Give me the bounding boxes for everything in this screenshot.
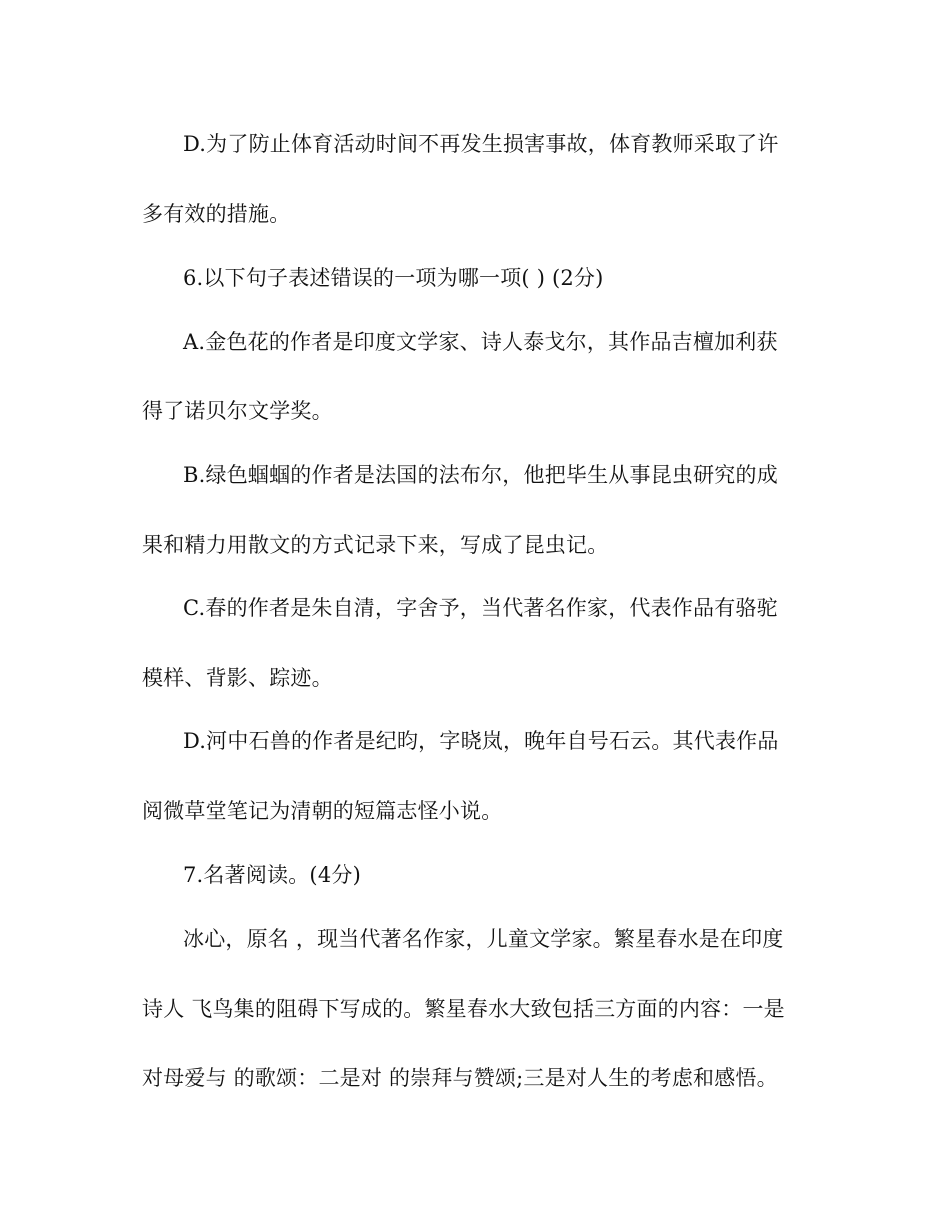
q6-option-c-line-2: 模样、背影、踪迹。 bbox=[142, 666, 333, 690]
q6-option-c-line-1: C.春的作者是朱自清，字舍予，当代著名作家，代表作品有骆驼 bbox=[183, 596, 778, 620]
q6-option-a-line-2: 得了诺贝尔文学奖。 bbox=[142, 399, 333, 423]
q7-passage-line-1: 冰心，原名 ，现当代著名作家，儿童文学家。繁星春水是在印度 bbox=[183, 927, 784, 951]
question-6-heading: 6.以下句子表述错误的一项为哪一项( ) (2分) bbox=[183, 266, 604, 290]
q6-option-b-line-2: 果和精力用散文的方式记录下来，写成了昆虫记。 bbox=[142, 533, 609, 557]
q6-option-d-line-2: 阅微草堂笔记为清朝的短篇志怪小说。 bbox=[142, 799, 503, 823]
q7-passage-line-3: 对母爱与 的歌颂：二是对 的崇拜与赞颂;三是对人生的考虑和感悟。 bbox=[142, 1066, 778, 1090]
q7-passage-line-2: 诗人 飞鸟集的阻碍下写成的。繁星春水大致包括三方面的内容：一是 bbox=[142, 997, 785, 1021]
question-7-heading: 7.名著阅读。(4分) bbox=[183, 863, 361, 887]
q6-option-b-line-1: B.绿色蝈蝈的作者是法国的法布尔，他把毕生从事昆虫研究的成 bbox=[183, 463, 778, 487]
q6-option-a-line-1: A.金色花的作者是印度文学家、诗人泰戈尔，其作品吉檀加利获 bbox=[183, 330, 778, 354]
option-d-line-1: D.为了防止体育活动时间不再发生损害事故，体育教师采取了许 bbox=[183, 132, 779, 156]
option-d-line-2: 多有效的措施。 bbox=[142, 202, 291, 226]
q6-option-d-line-1: D.河中石兽的作者是纪昀，字晓岚，晚年自号石云。其代表作品 bbox=[183, 729, 779, 753]
